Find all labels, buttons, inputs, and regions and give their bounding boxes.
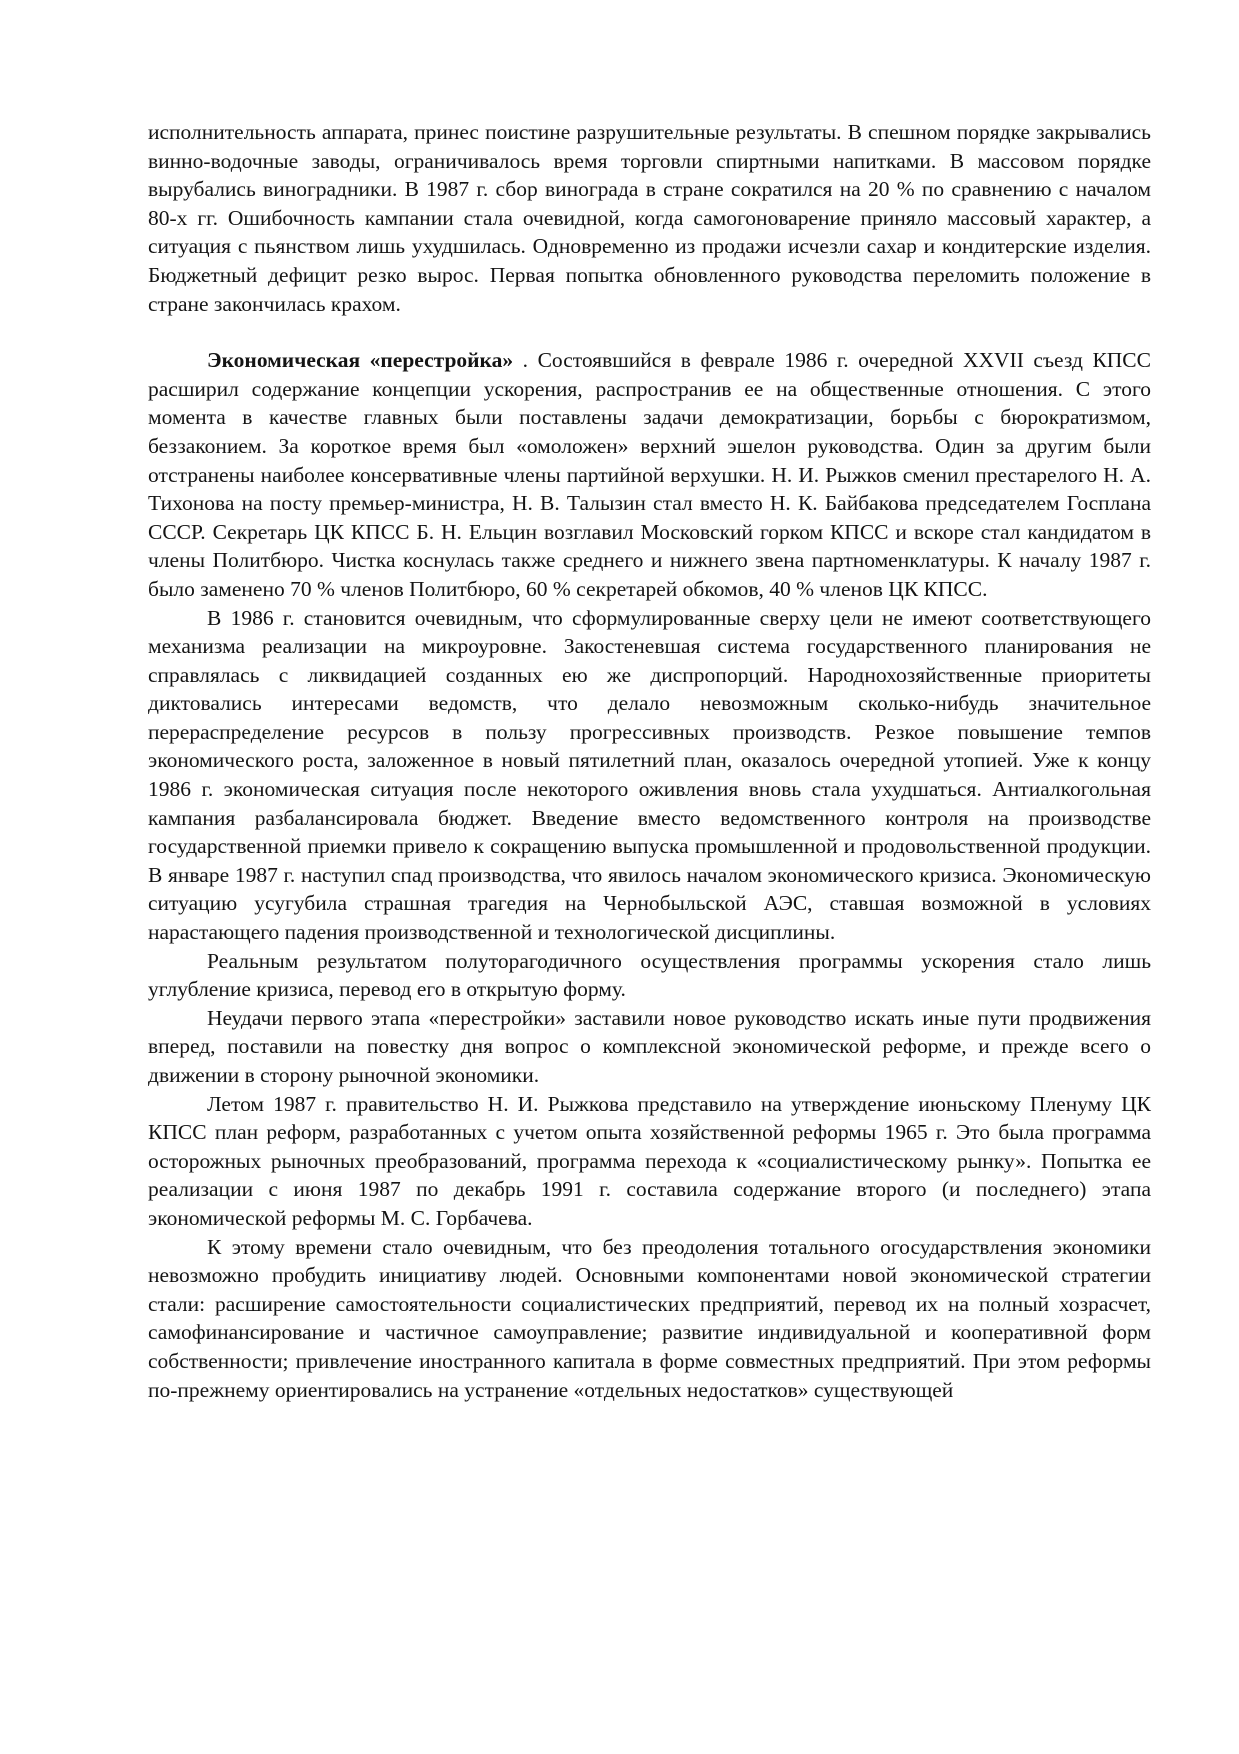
paragraph-7: К этому времени стало очевидным, что без преодоления тотального огосударствления экономики невозможно пробудить инициативу людей. Основными компонентами новой экономической стратегии стали: расширение самостоятельности социалистических предприятий, перевод их на полный хозрасчет, самофинансирование и частичное самоуправление; развитие индивидуальной и кооперативной форм собственности; привлечение иностранного капитала в форме совместных предприятий. При этом реформы по-прежнему ориентировались на устранение «отдельных недостатков» существующей	[148, 1234, 1151, 1402]
document-page	[148, 118, 1151, 1404]
paragraph-2-text: . Состоявшийся в феврале 1986 г. очередной XXVII съезд КПСС расширил содержание концепции ускорения, распространив ее на общественные отношения. С этого момента в качестве главных были поставлены задачи демократизации, борьбы с бюрократизмом, беззаконием. За короткое время был «омоложен» верхний эшелон руководства. Один за другим были отстранены наиболее консервативные члены партийной верхушки. Н. И. Рыжков сменил престарелого Н. А. Тихонова на посту премьер-министра, Н. В. Талызин стал вместо Н. К. Байбакова председателем Госплана СССР. Секретарь ЦК КПСС Б. Н. Ельцин возглавил Московский горком КПСС и вскоре стал кандидатом в члены Политбюро. Чистка коснулась также среднего и нижнего звена партноменклатуры. К началу 1987 г. было заменено 70 % членов Политбюро, 60 % секретарей обкомов, 40 % членов ЦК КПСС.	[148, 348, 1151, 601]
paragraph-6: Летом 1987 г. правительство Н. И. Рыжкова представило на утверждение июньскому Пленуму ЦК КПСС план реформ, разработанных с учетом опыта хозяйственной реформы 1965 г. Это была программа осторожных рыночных преобразований, программа перехода к «социалистическому рынку». Попытка ее реализации с июня 1987 по декабрь 1991 г. составила содержание второго (и последнего) этапа экономической реформы М. С. Горбачева.	[148, 1091, 1151, 1230]
paragraph-5: Неудачи первого этапа «перестройки» заставили новое руководство искать иные пути продвижения вперед, поставили на повестку дня вопрос о комплексной экономической реформе, и прежде всего о движении в сторону рыночной экономики.	[148, 1005, 1151, 1087]
paragraph-3: В 1986 г. становится очевидным, что сформулированные сверху цели не имеют соответствующего механизма реализации на микроуровне. Закостеневшая система государственного планирования не справлялась с ликвидацией созданных ею же диспропорций. Народнохозяйственные приоритеты диктовались интересами ведомств, что делало невозможным сколько-нибудь значительное перераспределение ресурсов в пользу прогрессивных производств. Резкое повышение темпов экономического роста, заложенное в новый пятилетний план, оказалось очередной утопией. Уже к концу 1986 г. экономическая ситуация после некоторого оживления вновь стала ухудшаться. Антиалкогольная кампания разбалансировала бюджет. Введение вместо ведомственного контроля на производстве государственной приемки привело к сокращению выпуска промышленной и продовольственной продукции. В январе 1987 г. наступил спад производства, что явилось началом экономического кризиса. Экономическую ситуацию усугубила страшная трагедия на Чернобыльской АЭС, ставшая возможной в условиях нарастающего падения производственной и технологической дисциплины.	[148, 605, 1151, 945]
paragraph-1: исполнительность аппарата, принес поистине разрушительные результаты. В спешном порядке закрывались винно-водочные заводы, ограничивалось время торговли спиртными напитками. В массовом порядке вырубались виноградники. В 1987 г. сбор винограда в стране сократился на 20 % по сравнению с началом 80-х гг. Ошибочность кампании стала очевидной, когда самогоноварение приняло массовый характер, а ситуация с пьянством лишь ухудшилась. Одновременно из продажи исчезли сахар и кондитерские изделия. Бюджетный дефицит резко вырос. Первая попытка обновленного руководства переломить положение в стране закончилась крахом.	[148, 120, 1151, 316]
paragraph-2	[148, 346, 1151, 603]
paragraph-4: Реальным результатом полуторагодичного осуществления программы ускорения стало лишь углубление кризиса, перевод его в открытую форму.	[148, 948, 1151, 1002]
section-heading: Экономическая «перестройка»	[207, 348, 514, 373]
